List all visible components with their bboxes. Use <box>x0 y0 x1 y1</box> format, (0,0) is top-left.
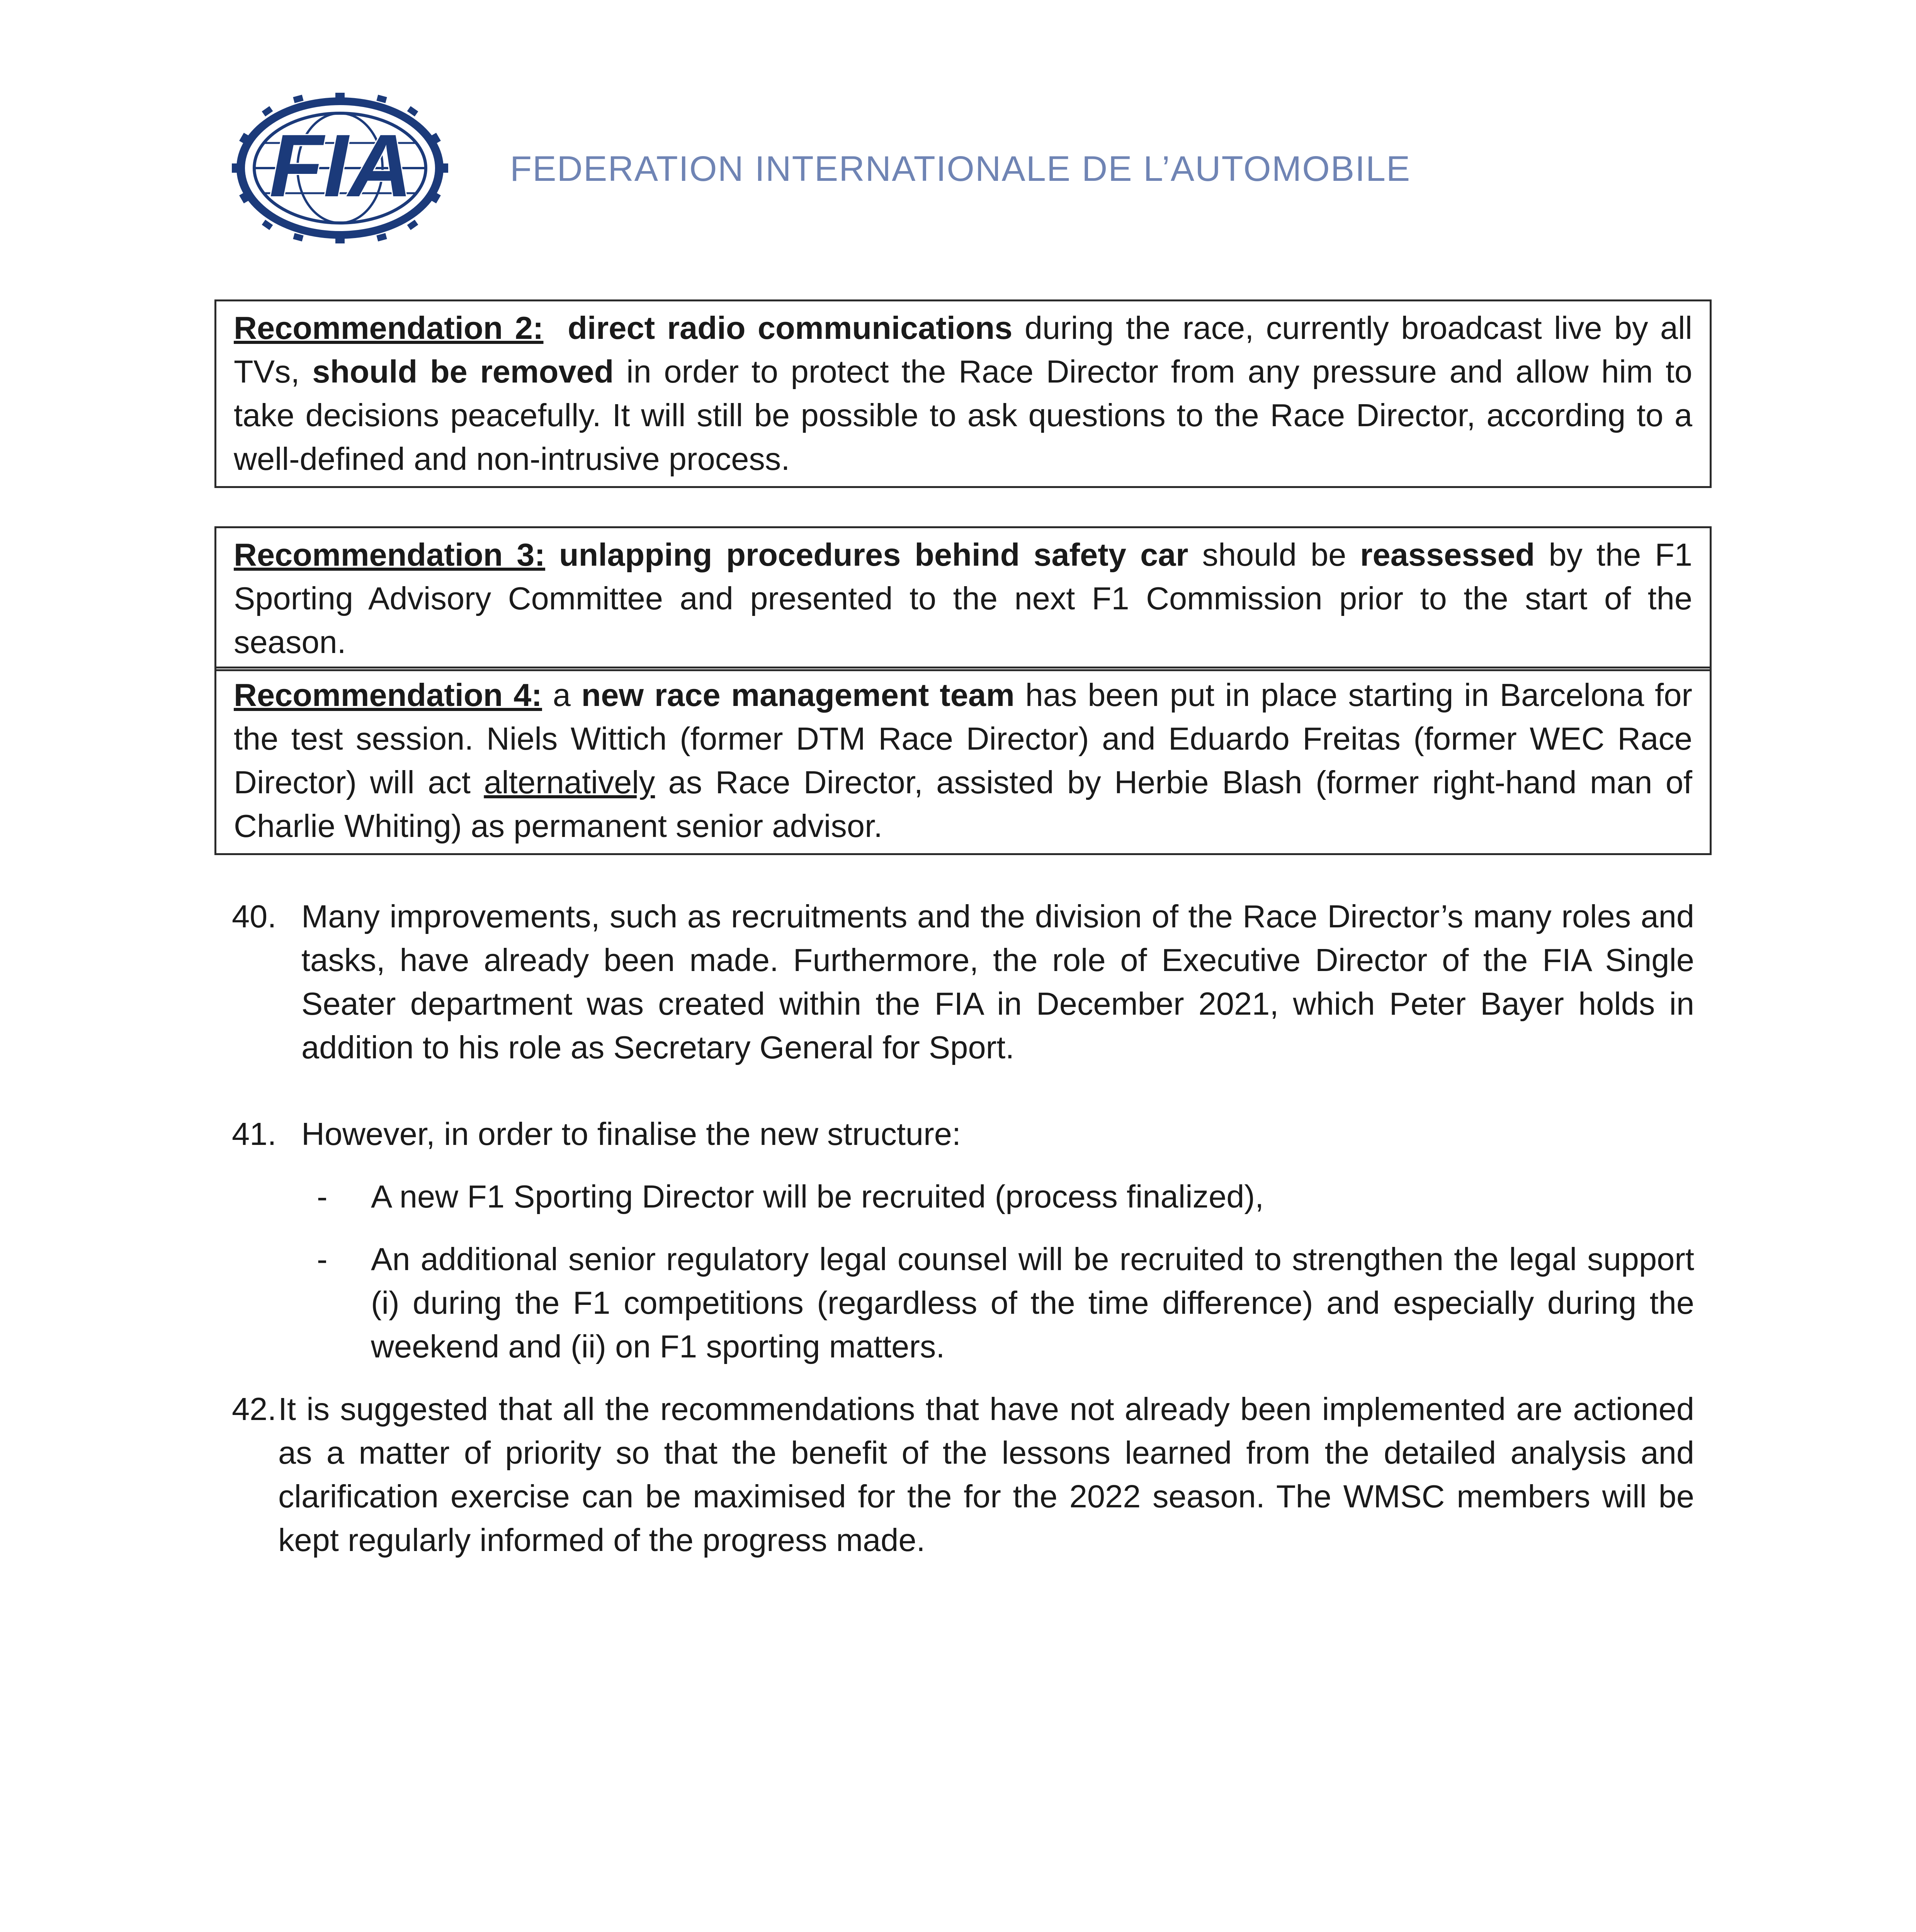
recommendation-4-text-3: as Race Director, assisted by Herbie Blash (former right-hand man of Charlie Whiting) as permanent senior advisor. <box>234 764 1692 844</box>
recommendation-2-text <box>234 306 1692 481</box>
recommendation-2-text-2: in order to protect the Race Director from any pressure and allow him to take decisions peacefully. It will still be possible to ask questions to the Race Director, according to a well-defined and non-intrusive process. <box>234 354 1692 477</box>
paragraph-40 <box>232 895 1694 1072</box>
recommendation-2-box <box>214 299 1712 488</box>
recommendation-4-emphasis: alternatively <box>484 764 655 800</box>
recommendation-4-text <box>234 673 1692 848</box>
list-item <box>317 1175 1694 1218</box>
list-item-text: A new F1 Sporting Director will be recruited (process finalized), <box>371 1179 1264 1214</box>
recommendation-3-text <box>234 533 1692 664</box>
recommendation-3-text-1: should be <box>1188 537 1360 573</box>
recommendation-3-subject: unlapping procedures behind safety car <box>559 537 1188 573</box>
recommendation-3-label: Recommendation 3: <box>234 537 546 573</box>
organization-name: FEDERATION INTERNATIONALE DE L’AUTOMOBILE <box>510 149 1411 189</box>
paragraph-number: 40. <box>232 898 277 934</box>
paragraph-text: Many improvements, such as recruitments and the division of the Race Director’s many roles and tasks, have already been made. Furthermore, the role of Executive Director of the FIA Single Seater department was created within the FIA in December 2021, which Peter Bayer holds in addition to his role as Secretary General for Sport. <box>301 898 1694 1065</box>
bullet-dash: - <box>317 1241 328 1277</box>
recommendation-4-text-1: a <box>542 677 581 713</box>
logo-text: FIA <box>269 116 413 215</box>
paragraph-text: However, in order to finalise the new structure: <box>301 1116 961 1152</box>
recommendation-2-label: Recommendation 2: <box>234 310 544 346</box>
paragraph-number: 41. <box>232 1116 277 1152</box>
recommendation-3-action: reassessed <box>1360 537 1535 573</box>
list-item <box>317 1237 1694 1368</box>
recommendation-2-text-1: during the race, currently broadcast live by all TVs, <box>234 310 1692 389</box>
recommendation-2-action: should be removed <box>312 354 614 389</box>
recommendation-4-label: Recommendation 4: <box>234 677 542 713</box>
recommendation-3-text-2: by the F1 Sporting Advisory Committee and presented to the next F1 Commission prior to the start of the season. <box>234 537 1693 660</box>
paragraph-42 <box>232 1387 1694 1565</box>
recommendation-4-box <box>214 667 1712 855</box>
paragraph-text: It is suggested that all the recommendations that have not already been implemented are actioned as a matter of priority so that the benefit of the lessons learned from the detailed analysis and clarification exercise can be maximised for the for the 2022 season. The WMSC members will be kept regularly informed of the progress made. <box>278 1391 1694 1558</box>
page-header <box>232 93 1700 247</box>
paragraph-41 <box>232 1112 1694 1158</box>
list-item-text: An additional senior regulatory legal counsel will be recruited to strengthen the legal support (i) during the F1 competitions (regardless of the time difference) and especially during the weekend and (ii) on F1 sporting matters. <box>371 1241 1694 1364</box>
paragraph-number: 42. <box>232 1391 277 1427</box>
recommendation-3-box <box>214 526 1712 671</box>
bullet-dash: - <box>317 1179 328 1214</box>
recommendation-4-subject: new race management team <box>581 677 1015 713</box>
recommendation-2-subject: direct radio communications <box>568 310 1013 346</box>
fia-logo <box>232 93 448 243</box>
recommendation-4-text-2: has been put in place starting in Barcelona for the test session. Niels Wittich (former DTM Race Director) and Eduardo Freitas (former WEC Race Director) will act <box>234 677 1692 800</box>
